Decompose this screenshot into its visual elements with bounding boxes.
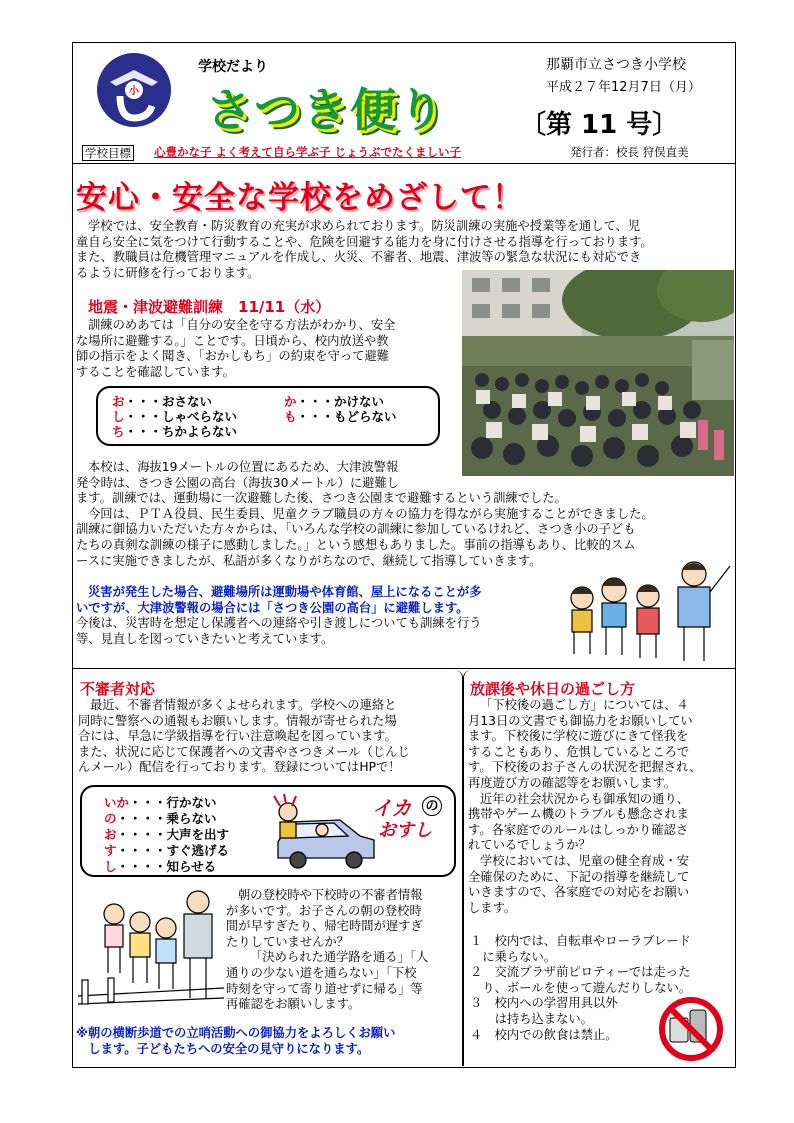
evacuation-emphasis (76, 585, 556, 616)
rule-line: に乗らない。 (470, 949, 557, 964)
drill-line: 訓練のめあては「自分の安全を守る方法がわかり、安全 (88, 318, 396, 332)
afterschool-line: 月13日の文書でも御協力をお願いしてい (468, 713, 693, 728)
afterschool-line: します。 (468, 900, 517, 915)
drill-line: な場所に避難する。」ことです。日頃から、校内放送や教 (76, 333, 389, 348)
commute-line: 「決められた通学路を通る」「人 (250, 950, 429, 965)
okashimochi-item: ち・・・ちかよらない (112, 424, 238, 439)
emphasis-line: 災害が発生した場合、避難場所は運動場や体育館、屋上になることが多 (88, 585, 482, 599)
ikanosushi-item: し・・・・知らせる (104, 859, 217, 874)
ikanosushi-item: いか・・・行かない (104, 795, 217, 810)
suspicious-heading: 不審者対応 (80, 680, 156, 698)
note-line: します。子どもたちへの安全の見守りになります。 (76, 1041, 370, 1056)
commute-line: 通りの少ない道を通らない」「下校 (226, 965, 417, 980)
body-line: 訓練に御協力いただいた方々からは、「いろんな学校の訓練に参加しているけれど、さつき小の子ども (76, 522, 636, 537)
suspicious-line: んメール）配信を行っております。登録についてはHPで！ (78, 760, 401, 775)
emphasis-line: いですが、大津波警報の場合には「さつき公園の高台」に避難します。 (76, 600, 469, 615)
body-line: ースに実施できましたが、私語が多くなりがちなので、継続して指導していきます。 (76, 553, 542, 568)
drill-line: 師の指示をよく聞き、「おかしもち」の約束を守って避難 (76, 349, 390, 364)
intro-line: 童自ら安全に気をつけて行動することや、危険を回避する能力を身に付けさせる指導を行っております。 (76, 234, 653, 249)
afterschool-paragraph (468, 698, 732, 916)
rule-line: は持ち込まない。 (470, 1011, 593, 1026)
body-line: 発令時は、さつき公園の高台（海抜30メートル）に避難し (76, 475, 400, 490)
okashimochi-item: し・・・しゃべらない (112, 409, 238, 424)
no-phone-game-icon (656, 996, 726, 1062)
afterschool-line: 近年の社会状況からも御承知の通り、 (480, 791, 690, 806)
afterschool-line: 全確保のために、下記の指導を継続して (468, 869, 690, 884)
sign-no: の (422, 796, 442, 816)
afterschool-line: す。下校後のお子さんの状況を把握され、 (468, 760, 702, 775)
commute-line: 再確認をお願いします。 (226, 997, 361, 1012)
main-headline: 安心・安全な学校をめざして！ (76, 180, 524, 216)
rule-line: １ 校内では、自転車やローラブレード (470, 934, 691, 948)
closing-line: 今後は、災害時を想定し保護者への連絡や引き渡しについても訓練を行う (76, 616, 482, 630)
body-line: ます。訓練では、運動場に一次避難した後、さつき公園まで避難するという訓練でした。 (76, 491, 567, 506)
intro-line: 学校では、安全教育・防災教育の充実が求められております。防災訓練の実施や授業等を通して、児 (88, 219, 641, 233)
ikanosushi-item: の・・・・乗らない (104, 811, 217, 826)
drill-heading: 地震・津波避難訓練 11/11（水） (88, 298, 331, 316)
school-goal-text: 心豊かな子 よく考えて自ら学ぶ子 じょうぶでたくましい子 (154, 145, 462, 159)
issue-date: 平成２７年12月7日（月） (546, 80, 701, 95)
school-name: 那覇市立さつき小学校 (546, 57, 686, 73)
sign-osushi: おすし (378, 820, 432, 841)
sign-ika: イカ (372, 796, 412, 820)
okashimochi-item: か・・・かけない (284, 394, 385, 409)
afterschool-line: 再度遊び方の確認等をお願いします。 (468, 775, 677, 790)
drill-line: することを確認しています。 (76, 364, 235, 379)
car-suspect-illustration (270, 792, 380, 872)
okashimochi-item: お・・・おさない (112, 394, 213, 409)
section-divider (72, 668, 736, 669)
intro-line: また、教職員は危機管理マニュアルを作成し、火災、不審者、地震、津波等の緊急な状況にも対応でき (76, 250, 642, 265)
afterschool-line: ます。下校後に学校に遊びにきて怪我を (468, 729, 689, 744)
publisher: 発行者：校長 狩俣直美 (570, 145, 689, 159)
body-line: 本校は、海抜19メートルの位置にあるため、大津波警報 (88, 460, 399, 474)
issue-number: 〔第 11 号〕 (520, 110, 679, 140)
header-divider (72, 163, 736, 164)
school-emblem (96, 52, 172, 128)
okashimochi-box (96, 386, 440, 446)
commute-line: 間が早すぎたり、帰宅時間が遅すぎ (226, 919, 423, 934)
note-line: ※朝の横断歩道での立哨活動への御協力をよろしくお願い (76, 1026, 396, 1040)
suspicious-paragraph (78, 698, 462, 776)
suspicious-line: 最近、不審者情報が多くよせられます。学校への連絡と (90, 698, 397, 712)
suspicious-line: 同時に警察への通報もお願いします。情報が寄せられた場 (78, 713, 397, 728)
commute-line: が多いです。お子さんの朝の登校時 (226, 903, 422, 918)
rule-line: ４ 校内での飲食は禁止。 (470, 1027, 618, 1042)
newsletter-label: 学校だより (198, 59, 268, 75)
patrol-note (76, 1026, 460, 1057)
ikanosushi-item: お・・・・大声を出す (104, 827, 230, 842)
okashimochi-item: も・・・もどらない (284, 409, 397, 424)
rule-line: ３ 校内への学習用具以外 (470, 996, 618, 1011)
afterschool-line: 携帯やゲーム機のトラブルも懸念されま (468, 807, 689, 822)
afterschool-line: 学校においては、児童の健全育成・安 (480, 853, 690, 868)
intro-line: るように研修を行っております。 (76, 265, 260, 280)
rule-line: ２ 交流プラザ前ピロティーでは走った (470, 965, 691, 980)
closing-paragraph (76, 616, 556, 647)
svg-text:小: 小 (129, 86, 139, 97)
afterschool-line: す。各家庭でのルールはしっかり確認さ (468, 822, 689, 837)
afterschool-line: いきますので、各家庭での対応をお願い (468, 885, 690, 900)
closing-line: 等、見直しを図っていきたいと考えています。 (76, 631, 334, 646)
commute-line: 朝の登校時や下校時の不審者情報 (238, 888, 423, 902)
commute-paragraph (226, 888, 462, 1013)
evacuation-drill-photo (462, 270, 734, 476)
afterschool-line: 「下校後の過ごし方」については、４ (480, 698, 689, 712)
newsletter-title: さつき便り (206, 83, 446, 137)
body-line: 今回は、ＰＴＡ役員、民生委員、児童クラブ職員の方々の協力を得ながら実施することができました。 (88, 506, 654, 521)
school-goal-label: 学校目標 (82, 145, 134, 161)
rule-line: り、ボールを使って遊んだりしない。 (470, 980, 692, 995)
children-teacher-illustration (562, 558, 738, 668)
drill-body (76, 460, 732, 569)
afterschool-line: れているでしょうか？ (468, 838, 591, 853)
commute-line: たりしていませんか？ (226, 934, 349, 949)
suspicious-line: また、状況に応じて保護者への文書やさつきメール（じんじ (78, 744, 410, 759)
body-line: たちの真剣な訓練の様子に感動しました。」という感想もありました。事前の指導もあり、比較的スム (76, 537, 636, 552)
students-commuting-illustration (78, 888, 224, 1018)
afterschool-heading: 放課後や休日の過ごし方 (470, 680, 636, 698)
drill-paragraph (76, 318, 462, 380)
commute-line: 時刻を守って寄り道せずに帰る」等 (226, 981, 423, 996)
ikanosushi-item: す・・・・すぐ逃げる (104, 843, 230, 858)
suspicious-line: 合には、早急に学級指導を行い注意喚起を図っています。 (78, 729, 397, 744)
afterschool-line: することもあり、危惧しているところで (468, 744, 690, 759)
